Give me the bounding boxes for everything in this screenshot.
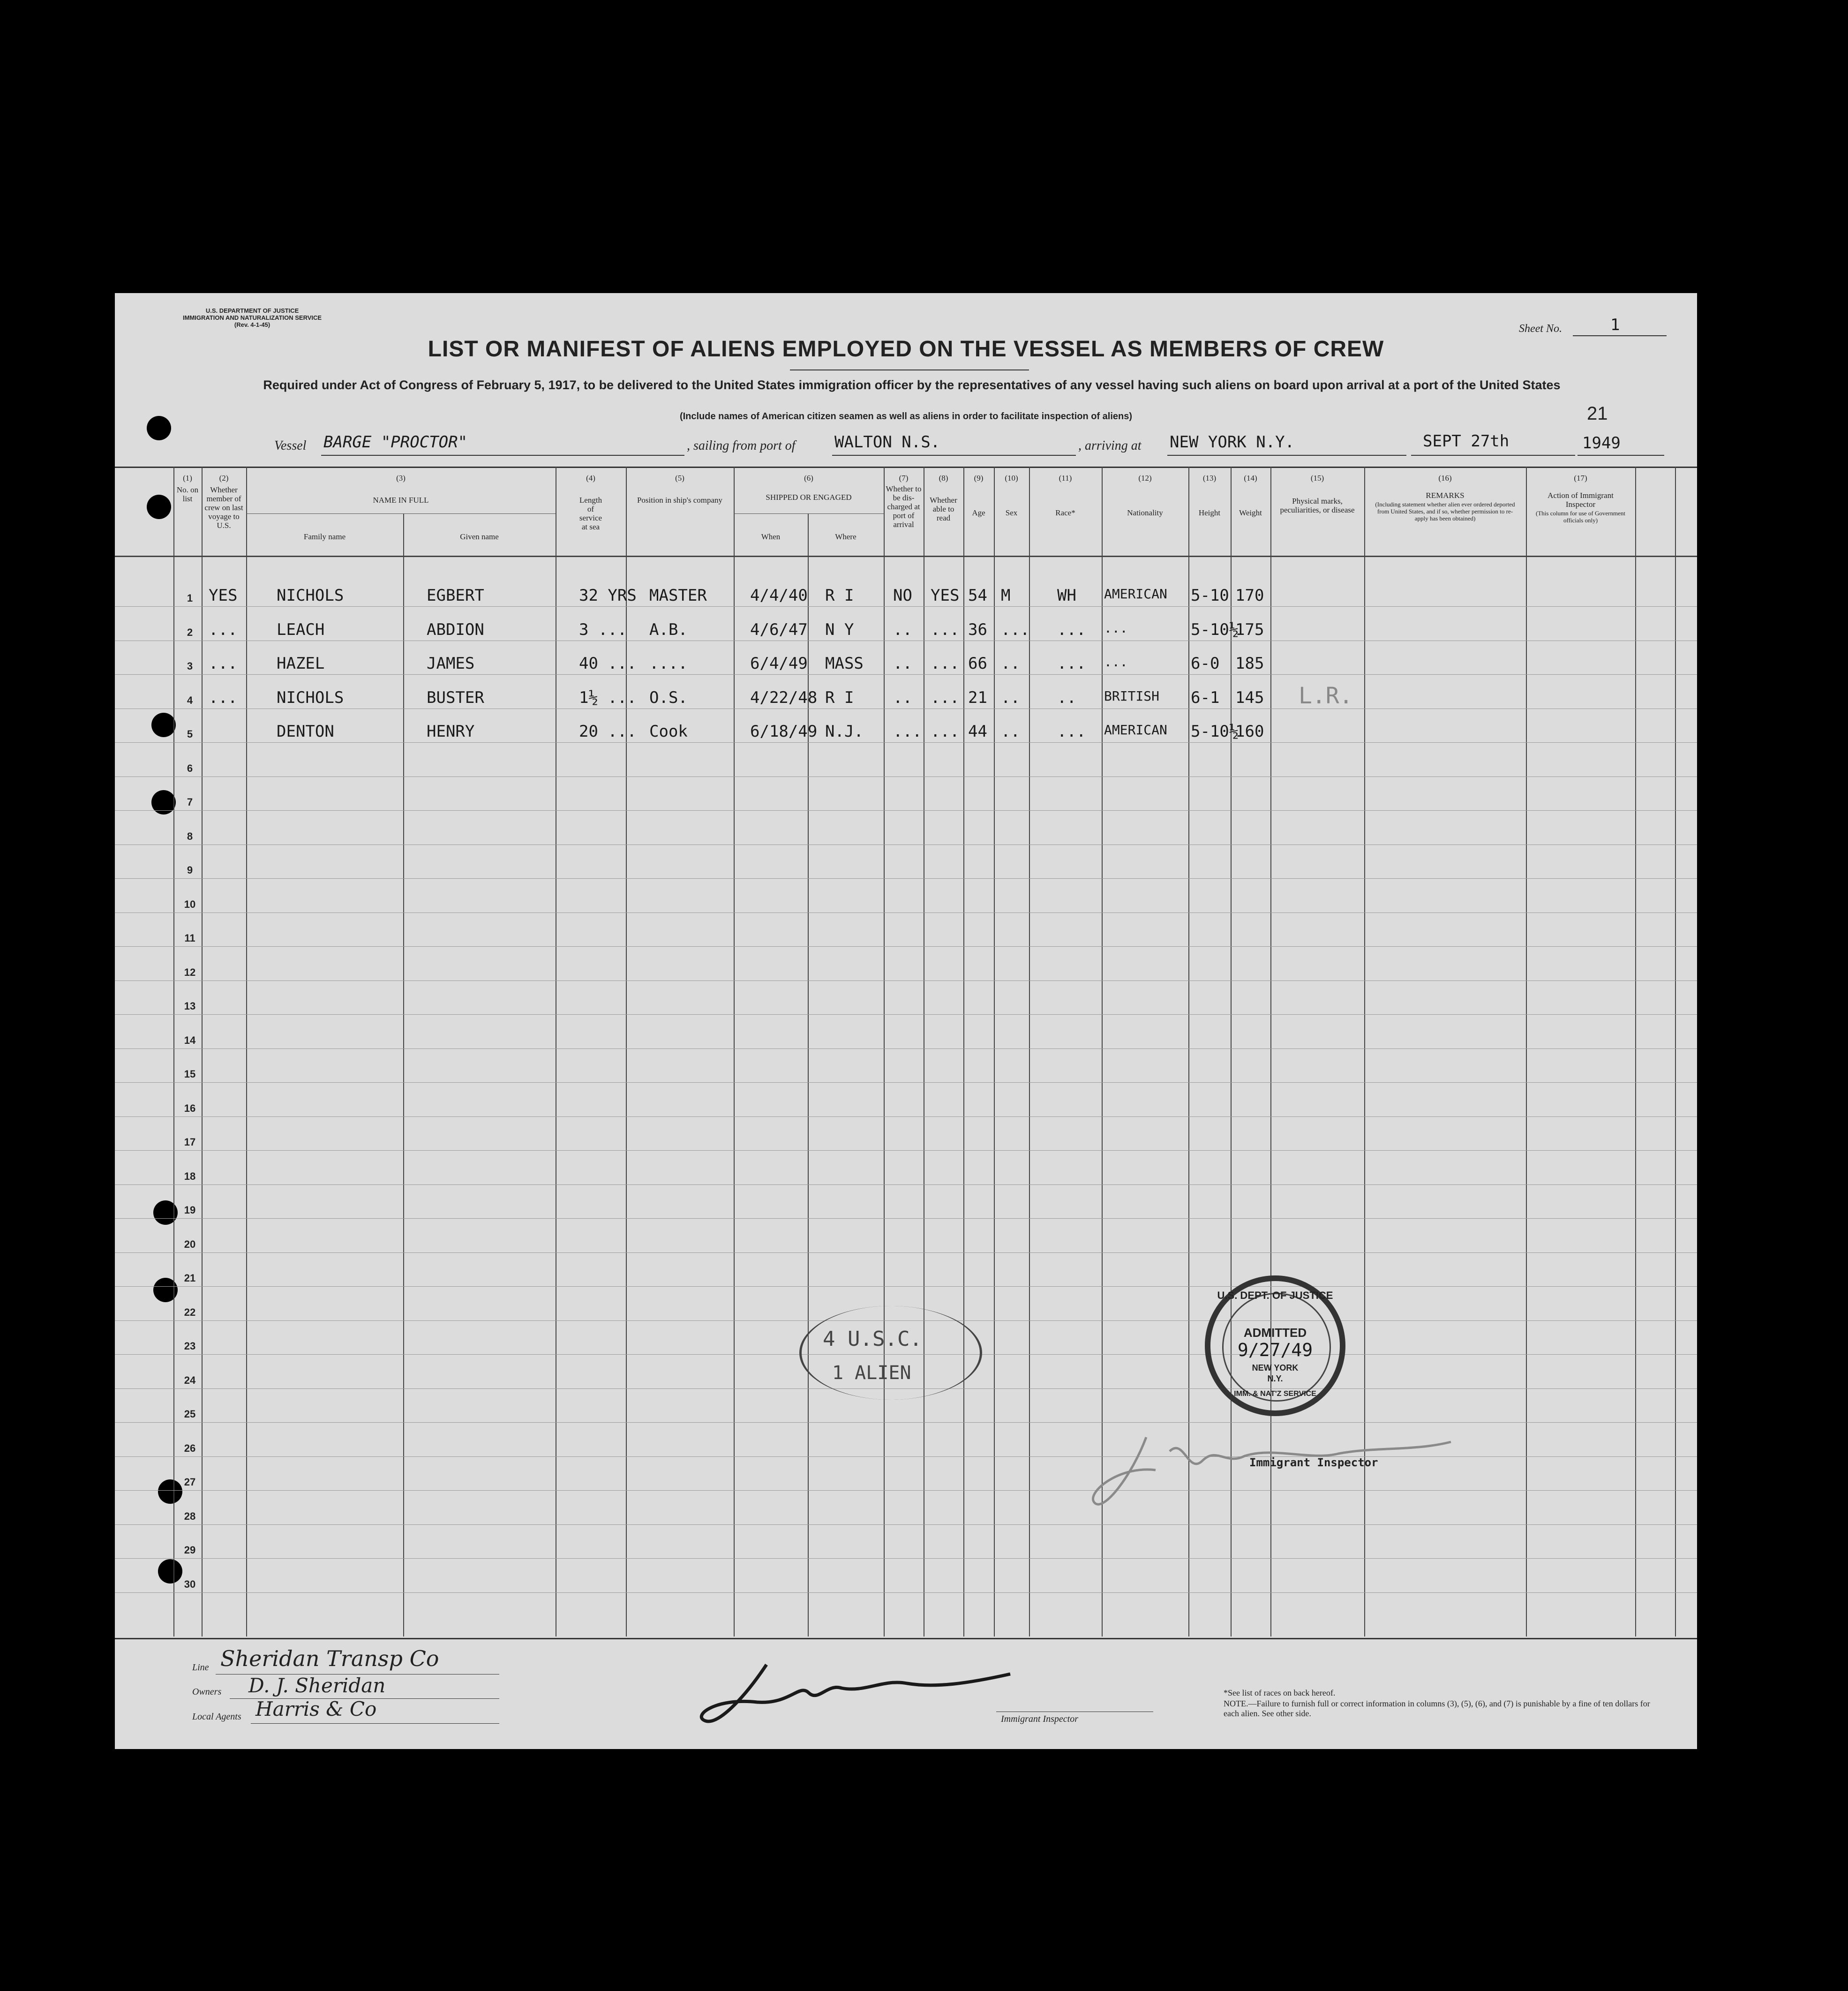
row-number: 15 (184, 1068, 196, 1080)
col-label: Length of service at sea (579, 496, 602, 531)
bracket-note-line-2: 1 ALIEN (832, 1362, 911, 1384)
shipped-where-cell: N Y (825, 620, 854, 639)
arriving-label: , arriving at (1078, 438, 1142, 453)
col-7-header (884, 474, 924, 529)
shipped-where-cell: N.J. (825, 722, 864, 741)
weight-cell: 170 (1235, 586, 1264, 605)
col-label: Age (972, 508, 985, 517)
family-name-header: Family name (303, 532, 346, 541)
row-number: 18 (184, 1170, 196, 1182)
row-number: 4 (187, 694, 193, 706)
inspector-label-footer: Immigrant Inspector (1001, 1714, 1078, 1724)
row-rule (115, 1184, 1697, 1185)
height-cell: 6-1 (1191, 688, 1220, 707)
given-name-cell: BUSTER (427, 688, 484, 707)
row-rule (115, 1014, 1697, 1015)
col-line (994, 467, 995, 1637)
sailing-label: , sailing from port of (687, 438, 796, 453)
line-value: Sheridan Transp Co (220, 1646, 439, 1671)
service-length-cell: 40 ... (579, 654, 637, 673)
family-name-cell: HAZEL (277, 654, 325, 673)
col-5-header (626, 474, 734, 505)
row-number: 12 (184, 966, 196, 978)
shipped-where-cell: MASS (825, 654, 864, 673)
discharged-cell: .. (893, 620, 912, 639)
sex-cell: ... (1001, 620, 1030, 639)
last-voyage-cell: ... (209, 654, 238, 673)
col-label: Position in ship's company (637, 496, 723, 505)
col-num: (1) (183, 474, 192, 483)
stamp-middle: ADMITTED (1243, 1326, 1307, 1340)
col-num: (8) (939, 474, 948, 483)
able-to-read-cell: YES (931, 586, 960, 605)
vessel-line (321, 455, 684, 456)
discharged-cell: .. (893, 654, 912, 673)
note-line: (Include names of American citizen seamen as well as aliens in order to facilitate inspection of aliens) (679, 411, 1133, 422)
inspector-signature (687, 1655, 1015, 1740)
page-number: 21 (1587, 403, 1608, 424)
row-number: 19 (184, 1204, 196, 1216)
col-line (626, 467, 627, 1637)
age-cell: 44 (968, 722, 987, 741)
col-line (1029, 467, 1030, 1637)
col-label: Whether able to read (930, 496, 957, 522)
nationality-cell: AMERICAN (1104, 722, 1167, 738)
height-cell: 5-10½ (1191, 722, 1239, 741)
stamp-top: U.S. DEPT. OF JUSTICE (1217, 1290, 1333, 1301)
manifest-sheet (115, 293, 1697, 1749)
weight-cell: 185 (1235, 654, 1264, 673)
where-header: Where (835, 532, 856, 541)
row-number: 22 (184, 1306, 196, 1318)
stamp-state: N.Y. (1267, 1374, 1283, 1383)
row-number: 26 (184, 1442, 196, 1454)
header-bottom-rule (115, 556, 1697, 557)
row-rule (115, 810, 1697, 811)
col-line (963, 467, 964, 1637)
family-name-cell: LEACH (277, 620, 325, 639)
shipped-when-cell: 4/4/40 (750, 586, 808, 605)
service-length-cell: 3 ... (579, 620, 627, 639)
row-number: 28 (184, 1510, 196, 1522)
row-rule (115, 1048, 1697, 1049)
col-line (808, 513, 809, 1637)
nationality-cell: ... (1104, 620, 1128, 636)
form-rev: (Rev. 4-1-45) (234, 321, 270, 328)
sex-cell: .. (1001, 654, 1020, 673)
subheader-rule (246, 513, 556, 514)
admitted-stamp (1205, 1275, 1345, 1416)
row-rule (115, 1150, 1697, 1151)
height-cell: 5-10 (1191, 586, 1229, 605)
sailing-line (832, 455, 1076, 456)
col-1-header (173, 474, 202, 503)
row-number: 16 (184, 1102, 196, 1114)
col-label: Physical marks, peculiarities, or disease (1280, 497, 1355, 514)
discharged-cell: ... (893, 722, 922, 741)
inspector-label-table: Immigrant Inspector (1249, 1456, 1378, 1469)
row-rule (115, 1116, 1697, 1117)
row-rule (115, 946, 1697, 947)
col-line (403, 513, 404, 1637)
col-num: (17) (1574, 474, 1587, 483)
weight-cell: 160 (1235, 722, 1264, 741)
given-name-cell: ABDION (427, 620, 484, 639)
col-9-header (963, 474, 994, 517)
row-rule (115, 1082, 1697, 1083)
row-rule (115, 1558, 1697, 1559)
col-num: (5) (675, 474, 684, 483)
position-cell: .... (649, 654, 688, 673)
race-cell: WH (1057, 586, 1076, 605)
agents-value: Harris & Co (255, 1697, 377, 1720)
col-8-header (924, 474, 963, 522)
shipped-when-cell: 4/22/48 (750, 688, 818, 707)
col-line (202, 467, 203, 1637)
row-number: 30 (184, 1578, 196, 1590)
col-num: (16) (1438, 474, 1452, 483)
col-line (884, 467, 885, 1637)
age-cell: 66 (968, 654, 987, 673)
row-number: 24 (184, 1374, 196, 1386)
col-label: REMARKS (1426, 491, 1465, 500)
race-cell: ... (1057, 620, 1086, 639)
shipped-where-cell: R I (825, 586, 854, 605)
col-line (246, 467, 247, 1637)
race-cell: ... (1057, 722, 1086, 741)
owners-label: Owners (192, 1687, 222, 1697)
family-name-cell: NICHOLS (277, 586, 344, 605)
col-label: Race* (1055, 508, 1075, 517)
given-name-cell: JAMES (427, 654, 475, 673)
col-10-header (994, 474, 1029, 517)
given-name-header: Given name (460, 532, 499, 541)
col-line (173, 467, 174, 1637)
height-cell: 6-0 (1191, 654, 1220, 673)
arriving-port: NEW YORK N.Y. (1170, 433, 1295, 452)
sex-cell: .. (1001, 722, 1020, 741)
col-num: (14) (1244, 474, 1257, 483)
when-header: When (761, 532, 781, 541)
stamp-city: NEW YORK (1252, 1363, 1299, 1373)
col-11-header (1029, 474, 1102, 517)
owners-value: D. J. Sheridan (248, 1674, 386, 1697)
arrival-date: SEPT 27th (1423, 432, 1510, 451)
family-name-cell: NICHOLS (277, 688, 344, 707)
bracket-note (799, 1306, 982, 1400)
family-name-cell: DENTON (277, 722, 334, 741)
row-rule (115, 742, 1697, 743)
row-number: 8 (187, 830, 193, 842)
col-num: (9) (974, 474, 984, 483)
col-detail: (Including statement whether alien ever ordered deported from United States, and if so, whether permission to re-apply has been obtained) (1375, 501, 1515, 522)
age-cell: 36 (968, 620, 987, 639)
vessel-name: BARGE "PROCTOR" (323, 433, 468, 452)
date-line (1411, 455, 1575, 456)
row-rule (115, 1592, 1697, 1593)
shipped-where-cell: R I (825, 688, 854, 707)
col-num: (7) (899, 474, 909, 483)
col-label: Action of Immigrant Inspector (1548, 491, 1614, 509)
sheet-no-value: 1 (1610, 316, 1620, 334)
weight-cell: 175 (1235, 620, 1264, 639)
nationality-cell: AMERICAN (1104, 586, 1167, 602)
page-title: LIST OR MANIFEST OF ALIENS EMPLOYED ON THE VESSEL AS MEMBERS OF CREW (428, 337, 1384, 362)
row-number: 13 (184, 1000, 196, 1012)
service-length-cell: 1½ ... (579, 688, 637, 707)
row-number: 9 (187, 864, 193, 876)
able-to-read-cell: ... (931, 620, 960, 639)
agents-rule (251, 1723, 499, 1724)
col-num: (15) (1310, 474, 1324, 483)
col-4-header (556, 474, 626, 531)
row-rule (115, 606, 1697, 607)
col-num: (10) (1005, 474, 1018, 483)
service-length-cell: 20 ... (579, 722, 637, 741)
row-number: 25 (184, 1408, 196, 1420)
col-label: Weight (1239, 508, 1262, 517)
col-17-header (1526, 474, 1635, 524)
shipped-when-cell: 6/4/49 (750, 654, 808, 673)
row-number: 21 (184, 1272, 196, 1284)
height-cell: 5-10½ (1191, 620, 1239, 639)
position-cell: A.B. (649, 620, 688, 639)
row-number: 2 (187, 626, 193, 638)
stamp-date: 9/27/49 (1237, 1340, 1313, 1360)
col-line (734, 467, 735, 1637)
note-text: NOTE.—Failure to furnish full or correct information in columns (3), (5), (6), and (7) is punishable by a fine of ten dollars for each alien. See other side. (1224, 1699, 1650, 1718)
row-number: 20 (184, 1238, 196, 1250)
col-num: (2) (219, 474, 229, 483)
shipped-when-cell: 4/6/47 (750, 620, 808, 639)
col-label: NAME IN FULL (373, 496, 429, 505)
subheader-rule (734, 513, 884, 514)
col-line (1635, 467, 1636, 1637)
row-number: 17 (184, 1136, 196, 1148)
col-label: SHIPPED OR ENGAGED (766, 493, 852, 502)
able-to-read-cell: ... (931, 722, 960, 741)
row-number: 14 (184, 1034, 196, 1046)
col-label: Sex (1005, 508, 1018, 517)
sailing-port: WALTON N.S. (834, 433, 940, 452)
col-detail: (This column for use of Government officials only) (1536, 510, 1625, 524)
year-line (1578, 455, 1664, 456)
row-number: 29 (184, 1544, 196, 1556)
col-num: (12) (1138, 474, 1152, 483)
row-number: 3 (187, 660, 193, 672)
agents-label: Local Agents (192, 1712, 241, 1722)
col-15-header (1270, 474, 1364, 514)
page-subtitle: Required under Act of Congress of February 5, 1917, to be delivered to the United States immigration officer by the representatives of any vessel having such aliens on board upon arrival at a port of the United States (263, 378, 1561, 392)
sex-cell: M (1001, 586, 1011, 605)
row-rule (115, 674, 1697, 675)
row-number: 7 (187, 796, 193, 808)
row-rule (115, 1218, 1697, 1219)
sheet-no-label: Sheet No. (1519, 323, 1562, 335)
position-cell: MASTER (649, 586, 707, 605)
row-number: 27 (184, 1476, 196, 1488)
age-cell: 21 (968, 688, 987, 707)
col-num: (11) (1059, 474, 1072, 483)
given-name-cell: HENRY (427, 722, 475, 741)
note-races: *See list of races on back hereof. (1224, 1688, 1336, 1697)
form-id (183, 307, 322, 328)
given-name-cell: EGBERT (427, 586, 484, 605)
col-14-header (1231, 474, 1270, 517)
col-num: (4) (586, 474, 595, 483)
row-rule (115, 1286, 1697, 1287)
able-to-read-cell: ... (931, 688, 960, 707)
row-number: 6 (187, 762, 193, 774)
shipped-when-cell: 6/18/49 (750, 722, 818, 741)
sex-cell: .. (1001, 688, 1020, 707)
row-number: 11 (184, 932, 195, 944)
age-cell: 54 (968, 586, 987, 605)
position-cell: Cook (649, 722, 688, 741)
bracket-note-line-1: 4 U.S.C. (823, 1327, 922, 1351)
last-voyage-cell: YES (209, 586, 238, 605)
race-cell: .. (1057, 688, 1076, 707)
able-to-read-cell: ... (931, 654, 960, 673)
col-2-header (202, 474, 246, 530)
line-label: Line (192, 1662, 209, 1673)
col-num: (6) (804, 474, 813, 483)
row-rule (115, 878, 1697, 879)
row-number: 1 (187, 592, 193, 604)
row-number: 23 (184, 1340, 196, 1352)
col-3-header (246, 474, 556, 505)
row-number: 10 (184, 898, 196, 910)
last-voyage-cell: ... (209, 620, 238, 639)
col-label: Whether member of crew on last voyage to U.S. (204, 485, 243, 530)
nationality-cell: ... (1104, 654, 1128, 670)
row-rule (115, 1252, 1697, 1253)
row-rule (115, 980, 1697, 981)
col-6-header (734, 474, 884, 502)
race-cell: ... (1057, 654, 1086, 673)
last-voyage-cell: ... (209, 688, 238, 707)
position-cell: O.S. (649, 688, 688, 707)
col-label: No. on list (176, 485, 199, 503)
row-number: 5 (187, 728, 193, 740)
service-length-cell: 32 YRS (579, 586, 637, 605)
form-service: IMMIGRATION AND NATURALIZATION SERVICE (183, 314, 322, 321)
physical-marks-cell: L.R. (1299, 682, 1353, 709)
form-dept: U.S. DEPARTMENT OF JUSTICE (205, 307, 299, 314)
vessel-label: Vessel (274, 438, 307, 453)
col-label: Whether to be dis-charged at port of arrival (886, 484, 922, 529)
col-label: Height (1198, 508, 1221, 517)
discharged-cell: NO (893, 586, 912, 605)
weight-cell: 145 (1235, 688, 1264, 707)
col-12-header (1102, 474, 1188, 517)
arriving-line (1167, 455, 1406, 456)
nationality-cell: BRITISH (1104, 688, 1160, 704)
discharged-cell: .. (893, 688, 912, 707)
stamp-bottom: IMM. & NAT'Z SERVICE (1234, 1390, 1316, 1398)
col-13-header (1188, 474, 1231, 517)
col-label: Nationality (1127, 508, 1163, 517)
col-num: (13) (1202, 474, 1217, 483)
col-num: (3) (396, 474, 406, 483)
col-line (1675, 467, 1676, 1637)
arrival-year: 1949 (1582, 434, 1621, 452)
col-16-header (1364, 474, 1526, 522)
